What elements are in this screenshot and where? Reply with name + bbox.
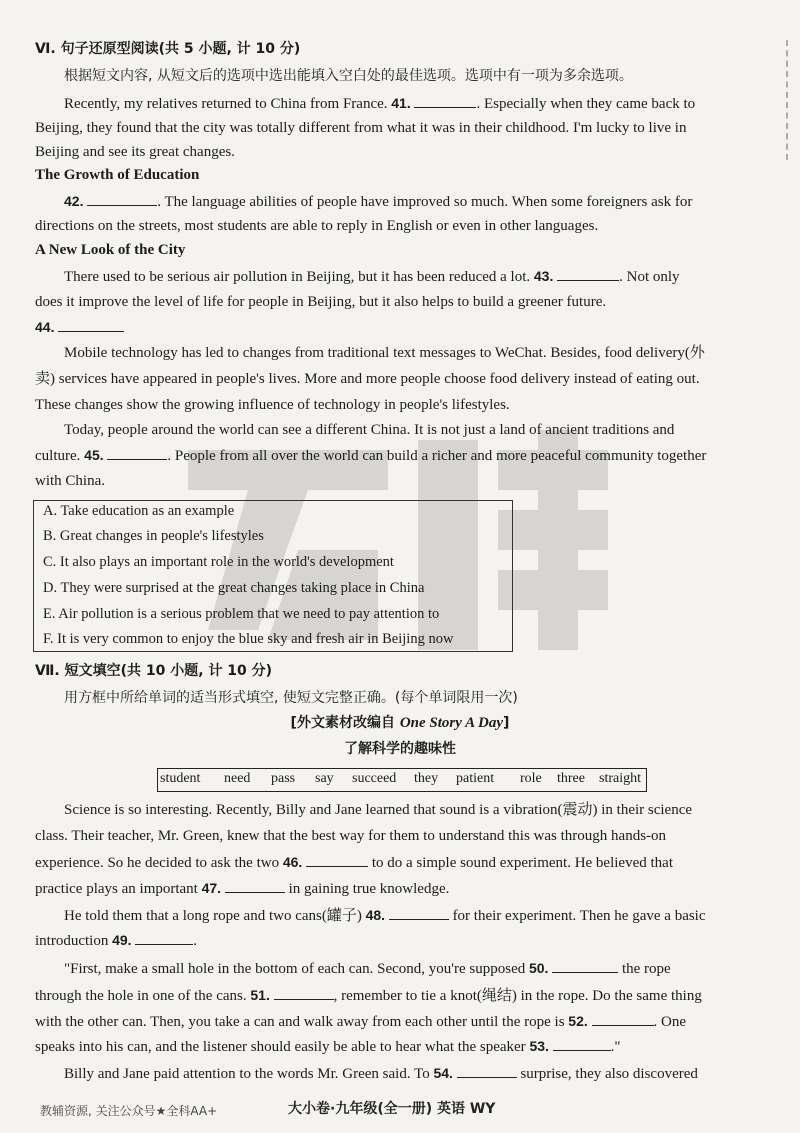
question-43-number: 43. bbox=[533, 268, 554, 284]
question-47-blank[interactable] bbox=[225, 879, 285, 893]
footer-left-text: 教辅资源, 关注公众号★全科AA+ bbox=[40, 1104, 218, 1118]
word-bank-item[interactable]: they bbox=[414, 771, 439, 786]
p7-3-line4 bbox=[35, 1037, 621, 1056]
p7-3-line2-a: through the hole in one of the cans. bbox=[35, 988, 247, 1004]
question-45-blank[interactable] bbox=[107, 446, 167, 460]
question-41-blank[interactable] bbox=[414, 94, 476, 108]
para2-text-b: . The language abilities of people have improved so much. When some foreigners ask for bbox=[157, 194, 693, 210]
option-d[interactable]: D. They were surprised at the great changes taking place in China bbox=[43, 580, 425, 596]
subheading-city: A New Look of the City bbox=[35, 242, 186, 258]
question-49-number: 49. bbox=[112, 932, 132, 948]
question-42-blank[interactable] bbox=[87, 192, 157, 206]
word-bank-item[interactable]: role bbox=[520, 771, 542, 786]
para1-text-a: Recently, my relatives returned to China from France. bbox=[64, 96, 388, 112]
p7-1-line4 bbox=[35, 879, 449, 898]
p7-3-line4-b: ." bbox=[610, 1039, 621, 1055]
question-41-number: 41. bbox=[391, 95, 411, 111]
p7-4-line1 bbox=[64, 1064, 698, 1083]
word-bank-box bbox=[157, 768, 647, 792]
footer-right-text: 大小卷·九年级(全一册) 英语 WY bbox=[288, 1101, 496, 1117]
question-43-blank[interactable] bbox=[557, 267, 619, 281]
p7-3-line4-a: speaks into his can, and the listener should easily be able to hear what the speaker bbox=[35, 1039, 526, 1055]
word-bank-item[interactable]: need bbox=[224, 771, 251, 786]
section6-instruction: 根据短文内容, 从短文后的选项中选出能填入空白处的最佳选项。选项中有一项为多余选项。 bbox=[64, 68, 633, 84]
p7-2-line1-b: for their experiment. Then he gave a basic bbox=[452, 908, 706, 924]
question-53-blank[interactable] bbox=[553, 1037, 611, 1051]
question-52-number: 52. bbox=[568, 1013, 588, 1029]
para1-text-b: . Especially when they came back to bbox=[476, 96, 696, 112]
question-44-number: 44. bbox=[35, 319, 55, 335]
question-50-number: 50. bbox=[528, 960, 549, 976]
question-50-blank[interactable] bbox=[552, 959, 618, 973]
p7-1-line3-b: to do a simple sound experiment. He believed that bbox=[371, 855, 673, 871]
para2-line1 bbox=[64, 192, 692, 211]
question-54-blank[interactable] bbox=[457, 1064, 517, 1078]
para5-line1: Today, people around the world can see a different China. It is not just a land of ancient traditions and bbox=[64, 422, 675, 438]
para4-line1: Mobile technology has led to changes from traditional text messages to WeChat. Besides, food delivery(外 bbox=[64, 345, 705, 361]
para2-line2: directions on the streets, most students are able to reply in English or even in other languages. bbox=[35, 218, 599, 234]
binding-edge bbox=[786, 40, 798, 160]
p7-3-line2 bbox=[35, 986, 702, 1005]
source-prefix: [外文素材改编自 bbox=[290, 715, 400, 731]
option-b[interactable]: B. Great changes in people's lifestyles bbox=[43, 528, 264, 544]
para3-line2: does it improve the level of life for people in Beijing, but it also helps to build a greener future. bbox=[35, 294, 607, 310]
source-title: One Story A Day bbox=[399, 715, 504, 731]
question-45-number: 45. bbox=[84, 447, 104, 463]
word-bank-item[interactable]: succeed bbox=[352, 771, 397, 786]
question-51-blank[interactable] bbox=[274, 986, 334, 1000]
para5-line2 bbox=[35, 446, 706, 465]
section7-heading: Ⅶ. 短文填空(共 10 小题, 计 10 分) bbox=[35, 663, 273, 679]
word-bank-item[interactable]: student bbox=[160, 771, 201, 786]
p7-3-line3-a: with the other can. Then, you take a can and walk away from each other until the rope is bbox=[35, 1014, 565, 1030]
section6-heading: Ⅵ. 句子还原型阅读(共 5 小题, 计 10 分) bbox=[35, 41, 301, 57]
p7-1-line1: Science is so interesting. Recently, Billy and Jane learned that sound is a vibration(震动) in their science bbox=[64, 802, 693, 818]
p7-1-line4-b: in gaining true knowledge. bbox=[288, 881, 450, 897]
p7-3-line1-b: the rope bbox=[621, 961, 671, 977]
p7-3-line3-b: . One bbox=[653, 1014, 687, 1030]
p7-2-line2-b: . bbox=[193, 933, 198, 949]
para4-line3: These changes show the growing influence of technology in people's lifestyles. bbox=[35, 397, 510, 413]
para1-line1 bbox=[64, 94, 695, 113]
p7-2-line2 bbox=[35, 931, 197, 950]
question-53-number: 53. bbox=[529, 1038, 549, 1054]
p7-1-line4-a: practice plays an important bbox=[35, 881, 198, 897]
word-bank-item[interactable]: three bbox=[557, 771, 585, 786]
question-52-blank[interactable] bbox=[592, 1012, 654, 1026]
word-bank-item[interactable]: pass bbox=[271, 771, 296, 786]
question-48-number: 48. bbox=[365, 907, 386, 923]
p7-1-line3 bbox=[35, 853, 673, 872]
question-42-number: 42. bbox=[64, 193, 84, 209]
p7-3-line2-b: , remember to tie a knot(绳结) in the rope. Do the same thing bbox=[333, 988, 702, 1004]
para4-line2: 卖) services have appeared in people's lives. More and more people choose food delivery instead of eating out. bbox=[35, 371, 700, 387]
p7-1-line3-a: experience. So he decided to ask the two bbox=[35, 855, 280, 871]
option-a[interactable]: A. Take education as an example bbox=[43, 503, 235, 519]
p7-1-line2: class. Their teacher, Mr. Green, knew that the best way for them to understand this was through hands-on bbox=[35, 828, 667, 844]
option-f[interactable]: F. It is very common to enjoy the blue sky and fresh air in Beijing now bbox=[43, 631, 454, 647]
question-46-blank[interactable] bbox=[306, 853, 368, 867]
word-bank-item[interactable]: say bbox=[315, 771, 334, 786]
para1-line2: Beijing, they found that the city was totally different from what it was in their childhood. I'm lucky to live in bbox=[35, 120, 687, 136]
question-49-blank[interactable] bbox=[135, 931, 193, 945]
para5-text-a: culture. bbox=[35, 448, 81, 464]
p7-2-line1 bbox=[64, 906, 706, 925]
para3-text-a: There used to be serious air pollution in Beijing, but it has been reduced a lot. bbox=[64, 269, 531, 285]
section7-instruction: 用方框中所给单词的适当形式填空, 使短文完整正确。(每个单词限用一次) bbox=[64, 690, 518, 706]
para1-line3: Beijing and see its great changes. bbox=[35, 144, 235, 160]
question-51-number: 51. bbox=[250, 987, 270, 1003]
para3-line1 bbox=[64, 267, 680, 286]
options-box bbox=[33, 500, 513, 652]
question-44-line bbox=[35, 318, 124, 337]
source-suffix: ] bbox=[503, 715, 510, 731]
p7-3-line3 bbox=[35, 1012, 686, 1031]
source-line bbox=[0, 714, 800, 732]
word-bank-item[interactable]: straight bbox=[599, 771, 641, 786]
question-46-number: 46. bbox=[282, 854, 303, 870]
para5-line3: with China. bbox=[35, 473, 105, 489]
p7-4-line1-a: Billy and Jane paid attention to the words Mr. Green said. To bbox=[64, 1066, 430, 1082]
question-54-number: 54. bbox=[433, 1065, 453, 1081]
subheading-education: The Growth of Education bbox=[35, 167, 200, 183]
p7-3-line1 bbox=[64, 959, 671, 978]
para3-text-b: . Not only bbox=[619, 269, 680, 285]
question-47-number: 47. bbox=[201, 880, 222, 896]
p7-2-line2-a: introduction bbox=[35, 933, 109, 949]
question-44-blank[interactable] bbox=[58, 318, 124, 332]
p7-3-line1-a: "First, make a small hole in the bottom of each can. Second, you're supposed bbox=[64, 961, 526, 977]
passage-title: 了解科学的趣味性 bbox=[344, 741, 456, 757]
word-bank-item[interactable]: patient bbox=[456, 771, 495, 786]
p7-2-line1-a: He told them that a long rope and two cans(罐子) bbox=[64, 908, 362, 924]
p7-4-line1-b: surprise, they also discovered bbox=[520, 1066, 698, 1082]
option-c[interactable]: C. It also plays an important role in the world's development bbox=[43, 554, 394, 570]
option-e[interactable]: E. Air pollution is a serious problem that we need to pay attention to bbox=[43, 606, 440, 622]
para5-text-b: . People from all over the world can build a richer and more peaceful community together bbox=[167, 448, 707, 464]
question-48-blank[interactable] bbox=[389, 906, 449, 920]
